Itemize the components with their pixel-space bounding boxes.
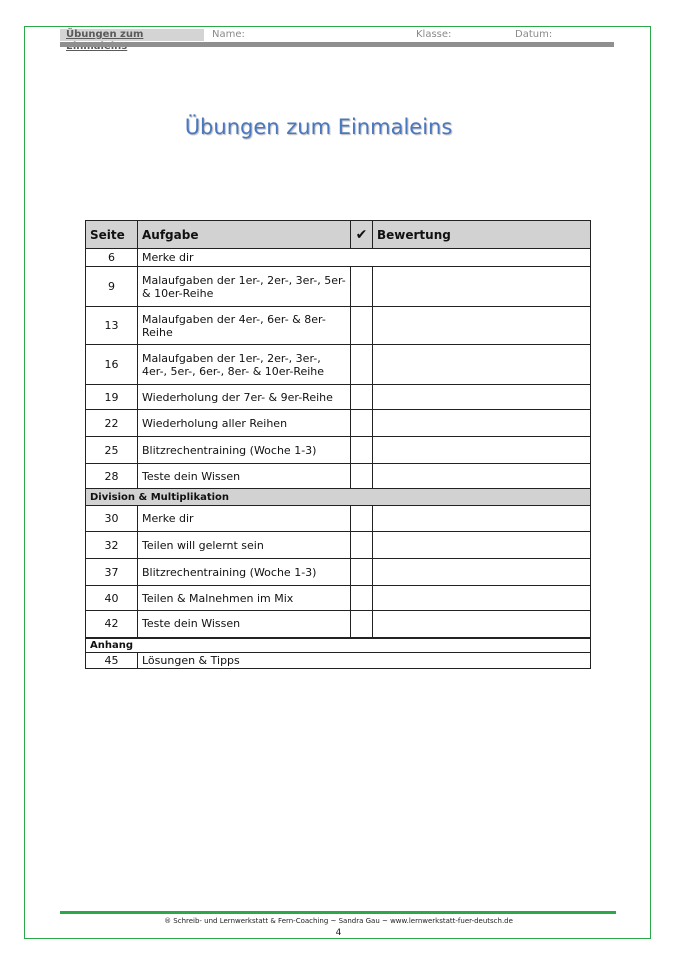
worksheet-title: Übungen zum <box>60 29 204 41</box>
check-icon: ✔ <box>351 221 373 249</box>
task-cell: Teilen & Malnehmen im Mix <box>138 586 351 611</box>
page-cell: 19 <box>86 385 138 410</box>
page-cell: 25 <box>86 437 138 464</box>
page-cell: 9 <box>86 267 138 307</box>
date-label: Datum: <box>515 29 553 40</box>
table-row <box>86 506 591 532</box>
name-label: Name: <box>212 29 245 40</box>
table-row <box>86 464 591 489</box>
footer-copyright: ® Schreib- und Lernwerkstatt & Fern-Coaching ~ Sandra Gau ~ www.lernwerkstatt-fuer-deutsch.de <box>164 917 513 925</box>
task-cell: Lösungen & Tipps <box>138 652 591 668</box>
checkbox-cell[interactable] <box>351 437 373 464</box>
task-cell: Merke dir <box>138 249 591 267</box>
contents-table <box>85 220 591 669</box>
task-cell: Teste dein Wissen <box>138 464 351 489</box>
checkbox-cell[interactable] <box>351 307 373 345</box>
table-row <box>86 652 591 668</box>
rating-cell[interactable] <box>373 464 591 489</box>
rating-cell[interactable] <box>373 437 591 464</box>
task-cell: Teilen will gelernt sein <box>138 532 351 559</box>
checkbox-cell[interactable] <box>351 586 373 611</box>
rating-cell[interactable] <box>373 532 591 559</box>
page-cell: 13 <box>86 307 138 345</box>
section-row <box>86 489 591 506</box>
task-cell: Blitzrechentraining (Woche 1-3) <box>138 559 351 586</box>
class-label: Klasse: <box>416 29 452 40</box>
rating-cell[interactable] <box>373 611 591 638</box>
table-row <box>86 559 591 586</box>
table-row <box>86 410 591 437</box>
checkbox-cell[interactable] <box>351 532 373 559</box>
task-cell: Malaufgaben der 4er-, 6er- & 8er-Reihe <box>138 307 351 345</box>
section-title: Division & Multiplikation <box>86 489 591 506</box>
rating-cell[interactable] <box>373 506 591 532</box>
section-row <box>86 638 591 653</box>
rating-cell[interactable] <box>373 345 591 385</box>
page-cell: 40 <box>86 586 138 611</box>
checkbox-cell[interactable] <box>351 410 373 437</box>
task-cell: Malaufgaben der 1er-, 2er-, 3er-, 5er- & 10er-Reihe <box>138 267 351 307</box>
page-cell: 42 <box>86 611 138 638</box>
rating-cell[interactable] <box>373 559 591 586</box>
col-header-task: Aufgabe <box>138 221 351 249</box>
rating-cell[interactable] <box>373 586 591 611</box>
task-cell: Malaufgaben der 1er-, 2er-, 3er-, 4er-, 5er-, 6er-, 8er- & 10er-Reihe <box>138 345 351 385</box>
page-cell: 45 <box>86 652 138 668</box>
table-row <box>86 307 591 345</box>
table-row <box>86 532 591 559</box>
checkbox-cell[interactable] <box>351 611 373 638</box>
footer-rule <box>60 911 616 914</box>
task-cell: Wiederholung aller Reihen <box>138 410 351 437</box>
worksheet-header <box>60 29 614 41</box>
page-cell: 6 <box>86 249 138 267</box>
table-header-row <box>86 221 591 249</box>
page-number: 4 <box>335 928 342 938</box>
table-row <box>86 345 591 385</box>
table-row <box>86 586 591 611</box>
page-cell: 16 <box>86 345 138 385</box>
checkbox-cell[interactable] <box>351 345 373 385</box>
checkbox-cell[interactable] <box>351 464 373 489</box>
page-title: Übungen zum Einmaleins <box>184 115 453 139</box>
checkbox-cell[interactable] <box>351 559 373 586</box>
page-cell: 22 <box>86 410 138 437</box>
task-cell: Blitzrechentraining (Woche 1-3) <box>138 437 351 464</box>
task-cell: Teste dein Wissen <box>138 611 351 638</box>
checkbox-cell[interactable] <box>351 385 373 410</box>
header-rule <box>60 42 614 47</box>
table-row <box>86 267 591 307</box>
table-row <box>86 611 591 638</box>
col-header-page: Seite <box>86 221 138 249</box>
checkbox-cell[interactable] <box>351 506 373 532</box>
rating-cell[interactable] <box>373 410 591 437</box>
task-cell: Wiederholung der 7er- & 9er-Reihe <box>138 385 351 410</box>
rating-cell[interactable] <box>373 307 591 345</box>
checkbox-cell[interactable] <box>351 267 373 307</box>
rating-cell[interactable] <box>373 385 591 410</box>
col-header-rating: Bewertung <box>373 221 591 249</box>
page-cell: 30 <box>86 506 138 532</box>
rating-cell[interactable] <box>373 267 591 307</box>
table-row <box>86 437 591 464</box>
section-title: Anhang <box>86 638 591 653</box>
table-row <box>86 249 591 267</box>
page-cell: 37 <box>86 559 138 586</box>
page-cell: 28 <box>86 464 138 489</box>
page-cell: 32 <box>86 532 138 559</box>
task-cell: Merke dir <box>138 506 351 532</box>
table-row <box>86 385 591 410</box>
